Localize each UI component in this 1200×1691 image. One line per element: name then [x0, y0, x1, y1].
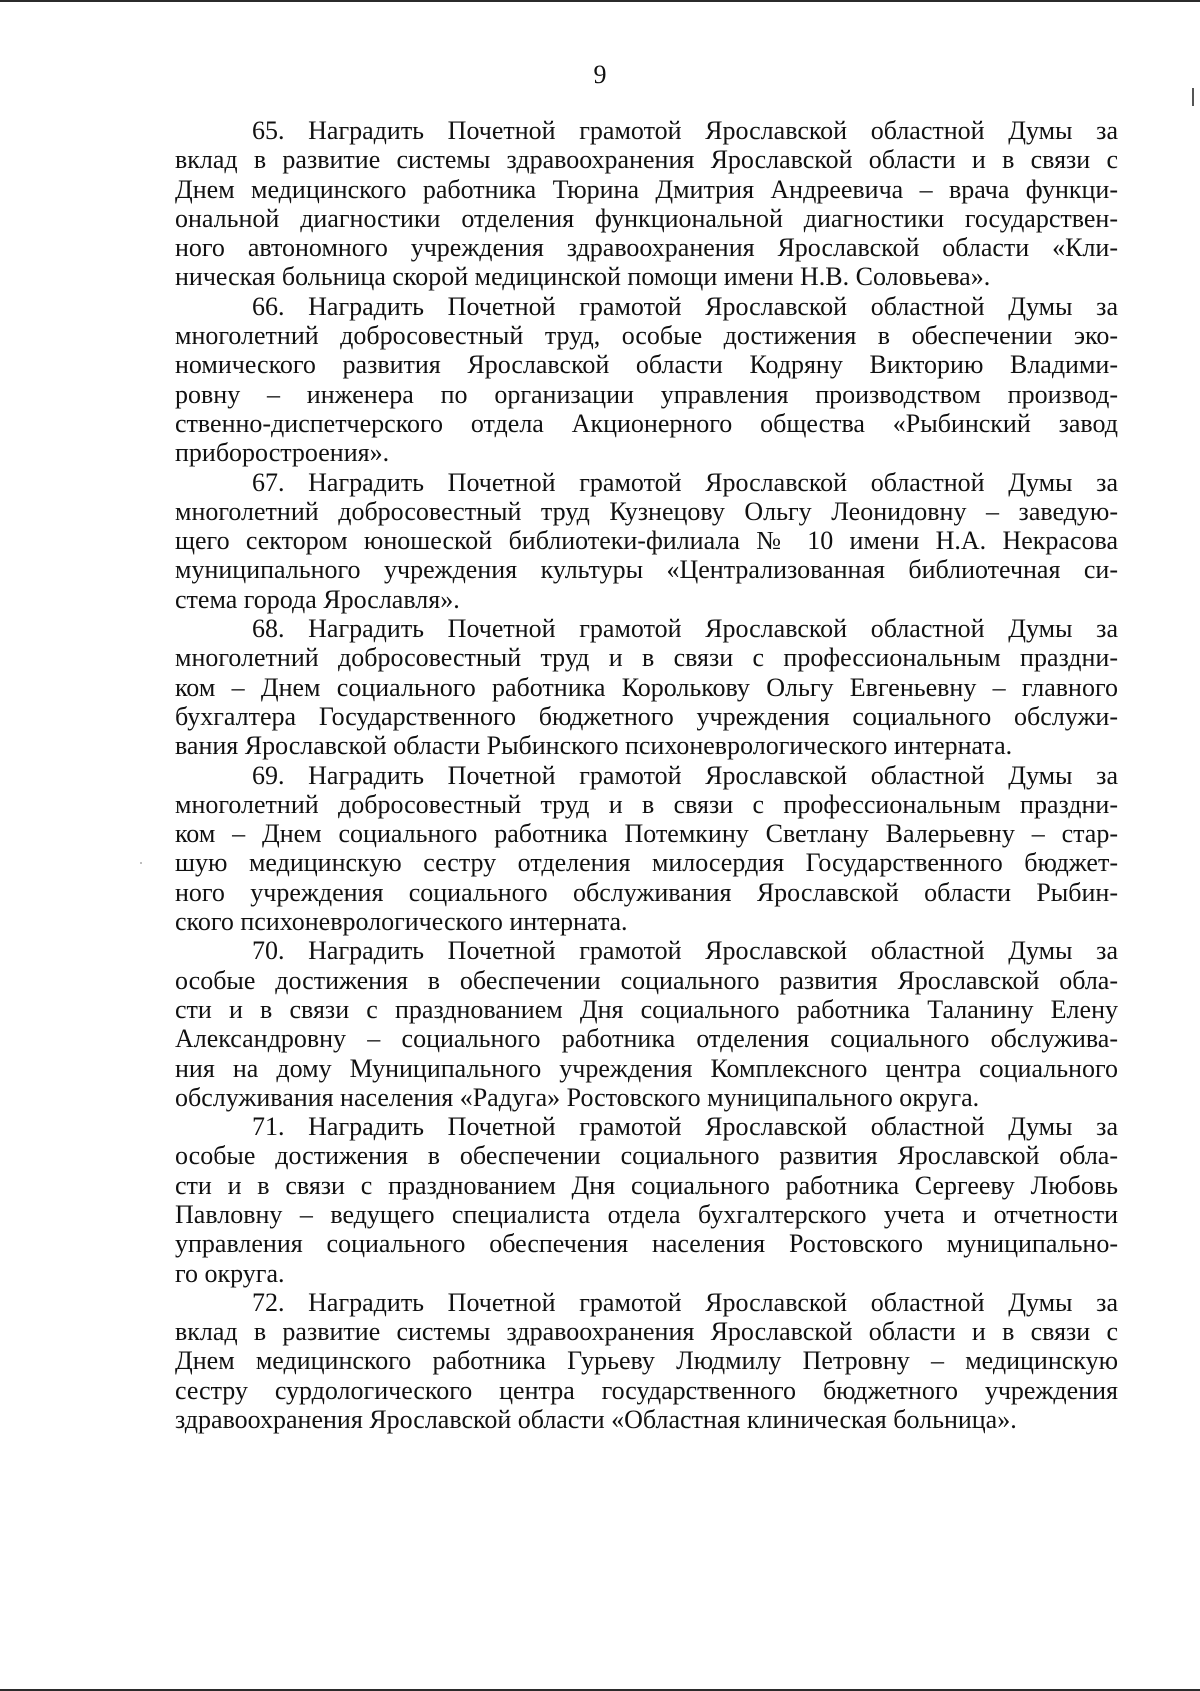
paragraph-line: вклад в развитие системы здравоохранения Ярославской области и в связи с — [175, 1317, 1118, 1347]
scan-top-edge — [0, 0, 1200, 2]
paragraph-line: номического развития Ярославской области Кодряну Викторию Владими- — [175, 350, 1118, 380]
paragraph-line: многолетний добросовестный труд, особые достижения в обеспечении эко- — [175, 321, 1118, 351]
award-paragraph — [175, 1288, 1118, 1434]
award-paragraph — [175, 614, 1118, 760]
paragraph-line: ния на дому Муниципального учреждения Комплексного центра социального — [175, 1053, 1118, 1083]
paragraph-line: вклад в развитие системы здравоохранения Ярославской области и в связи с — [175, 145, 1118, 175]
document-body — [175, 116, 1118, 1434]
paragraph-line: ского психоневрологического интерната. — [175, 907, 628, 937]
paragraph-line: многолетний добросовестный труд Кузнецову Ольгу Леонидовну – заведую- — [175, 496, 1118, 526]
paragraph-line: многолетний добросовестный труд и в связи с профессиональным праздни- — [175, 643, 1118, 673]
paragraph-line: щего сектором юношеской библиотеки-филиала № 10 имени Н.А. Некрасова — [175, 526, 1118, 556]
paragraph-line: ственно-диспетчерского отдела Акционерного общества «Рыбинский завод — [175, 408, 1118, 438]
paragraph-line: 66. Наградить Почетной грамотой Ярославской областной Думы за — [252, 291, 1118, 321]
paragraph-line: ональной диагностики отделения функциональной диагностики государствен- — [175, 203, 1118, 233]
paragraph-line: ком – Днем социального работника Потемкину Светлану Валерьевну – стар- — [175, 819, 1118, 849]
page-number: 9 — [593, 60, 607, 89]
award-paragraph — [175, 761, 1118, 937]
paragraph-line: приборостроения». — [175, 438, 390, 468]
paragraph-line: ного автономного учреждения здравоохранения Ярославской области «Кли- — [175, 233, 1118, 263]
paragraph-line: 71. Наградить Почетной грамотой Ярославской областной Думы за — [252, 1112, 1118, 1142]
paragraph-line: вания Ярославской области Рыбинского психоневрологического интерната. — [175, 731, 1013, 761]
paragraph-line: многолетний добросовестный труд и в связи с профессиональным праздни- — [175, 789, 1118, 819]
paragraph-line: 67. Наградить Почетной грамотой Ярославской областной Думы за — [252, 467, 1118, 497]
paragraph-line: сестру сурдологического центра государственного бюджетного учреждения — [175, 1375, 1118, 1405]
paragraph-line: 65. Наградить Почетной грамотой Ярославской областной Думы за — [252, 116, 1118, 145]
paragraph-line: ного учреждения социального обслуживания Ярославской области Рыбин- — [175, 877, 1118, 907]
scan-edge-mark — [1192, 88, 1194, 106]
award-paragraph — [175, 468, 1118, 614]
award-paragraph — [175, 116, 1118, 292]
paragraph-line: Днем медицинского работника Тюрина Дмитрия Андреевича – врача функци- — [175, 174, 1118, 204]
paragraph-line: 70. Наградить Почетной грамотой Ярославской областной Думы за — [252, 936, 1118, 966]
paragraph-line: особые достижения в обеспечении социального развития Ярославской обла- — [175, 1141, 1118, 1171]
paragraph-line: Павловну – ведущего специалиста отдела бухгалтерского учета и отчетности — [175, 1199, 1118, 1229]
paragraph-line: особые достижения в обеспечении социального развития Ярославской обла- — [175, 965, 1118, 995]
scan-speck — [140, 862, 142, 864]
paragraph-line: ком – Днем социального работника Королькову Ольгу Евгеньевну – главного — [175, 672, 1118, 702]
paragraph-line: управления социального обеспечения населения Ростовского муниципально- — [175, 1229, 1118, 1259]
paragraph-line: 69. Наградить Почетной грамотой Ярославской областной Думы за — [252, 760, 1118, 790]
paragraph-line: стема города Ярославля». — [175, 584, 460, 614]
paragraph-line: муниципального учреждения культуры «Централизованная библиотечная си- — [175, 555, 1118, 585]
paragraph-line: Днем медицинского работника Гурьеву Людмилу Петровну – медицинскую — [175, 1346, 1118, 1376]
paragraph-line: Александровну – социального работника отделения социального обслужива- — [175, 1024, 1118, 1054]
paragraph-line: ническая больница скорой медицинской помощи имени Н.В. Соловьева». — [175, 262, 991, 292]
award-paragraph — [175, 292, 1118, 468]
paragraph-line: здравоохранения Ярославской области «Областная клиническая больница». — [175, 1405, 1017, 1435]
paragraph-line: шую медицинскую сестру отделения милосердия Государственного бюджет- — [175, 848, 1118, 878]
paragraph-line: ровну – инженера по организации управления производством производ- — [175, 379, 1118, 409]
award-paragraph — [175, 936, 1118, 1112]
paragraph-line: сти и в связи с празднованием Дня социального работника Сергееву Любовь — [175, 1170, 1118, 1200]
paragraph-line: 68. Наградить Почетной грамотой Ярославской областной Думы за — [252, 614, 1118, 644]
award-paragraph — [175, 1112, 1118, 1288]
paragraph-line: обслуживания населения «Радуга» Ростовского муниципального округа. — [175, 1082, 980, 1112]
paragraph-line: 72. Наградить Почетной грамотой Ярославской областной Думы за — [252, 1287, 1118, 1317]
paragraph-line: бухгалтера Государственного бюджетного учреждения социального обслужи- — [175, 701, 1118, 731]
paragraph-line: сти и в связи с празднованием Дня социального работника Таланину Елену — [175, 994, 1118, 1024]
paragraph-line: го округа. — [175, 1258, 285, 1288]
